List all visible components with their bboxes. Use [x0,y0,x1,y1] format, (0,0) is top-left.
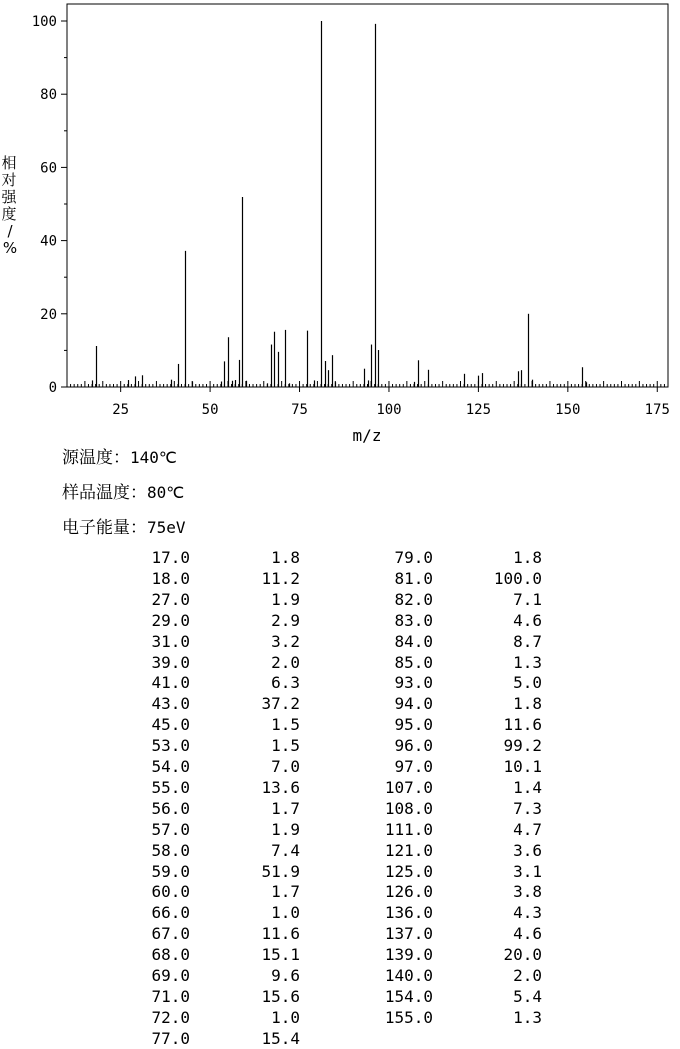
y-tick-label: 20 [40,306,57,323]
peak-intensity: 51.9 [261,861,300,881]
peak-mz: 57.0 [151,819,190,839]
x-axis-label: m/z [352,426,382,445]
peak-intensity: 1.7 [271,798,300,818]
source-temperature-label: 源温度： [62,448,130,468]
peak-intensity: 99.2 [503,736,542,756]
peak-intensity: 15.6 [261,986,300,1006]
peak-mz: 82.0 [394,589,433,609]
y-tick-label: 100 [31,14,57,30]
peak-intensity: 6.3 [271,673,300,693]
peak-mz: 27.0 [151,589,190,609]
peak-mz: 68.0 [151,945,190,965]
peak-mz: 69.0 [151,966,190,985]
peak-mz: 60.0 [151,882,190,902]
peak-mz: 66.0 [151,903,190,923]
peak-mz: 17.0 [151,548,190,567]
y-tick-label: 0 [48,380,57,396]
spectrum-bars [93,21,587,387]
peak-intensity: 1.0 [271,1007,300,1027]
peak-intensity: 4.7 [513,819,542,839]
peak-intensity: 1.3 [513,652,542,672]
peak-intensity: 1.8 [513,694,542,714]
peak-mz: 83.0 [394,610,433,630]
peak-mz: 107.0 [384,777,433,797]
peak-intensity: 1.8 [271,548,300,567]
x-axis-ticks [112,387,670,418]
peak-intensity: 7.3 [513,798,542,818]
source-temperature-value: 140℃ [130,448,177,467]
peak-mz: 125.0 [384,861,433,881]
peak-intensity: 11.2 [261,568,300,588]
peak-mz: 140.0 [384,966,433,985]
peak-mz: 18.0 [151,568,190,588]
peak-intensity: 3.2 [271,631,300,651]
peak-intensity: 37.2 [261,694,300,714]
peak-mz: 84.0 [394,631,433,651]
peak-mz: 55.0 [151,777,190,797]
peak-intensity: 7.0 [271,757,300,776]
peak-intensity: 20.0 [503,945,542,965]
peak-mz: 54.0 [151,757,190,776]
mass-spectrum-chart [0,0,680,450]
x-tick-label: 125 [465,402,492,418]
x-minor-ticks [67,381,668,387]
electron-energy [62,518,186,538]
peak-intensity: 2.0 [271,652,300,672]
peak-intensity: 1.9 [271,819,300,839]
peak-mz: 121.0 [384,840,433,860]
peak-intensity: 1.0 [271,903,300,923]
peak-mz: 94.0 [394,694,433,714]
peak-intensity: 15.1 [261,945,300,965]
sample-temperature-value: 80℃ [147,483,185,502]
peak-intensity: 11.6 [261,924,300,944]
y-tick-label: 60 [40,160,57,177]
y-tick-label: 80 [40,87,57,104]
peak-intensity: 5.0 [513,673,542,693]
peak-intensity: 9.6 [271,966,300,985]
x-tick-label: 75 [291,402,308,418]
peak-mz: 59.0 [151,861,190,881]
peak-mz: 108.0 [384,798,433,818]
peak-intensity: 2.0 [513,966,542,985]
peak-intensity: 10.1 [503,757,542,776]
peak-mz: 81.0 [394,568,433,588]
peak-intensity: 8.7 [513,631,542,651]
peak-mz: 43.0 [151,694,190,714]
peak-mz: 126.0 [384,882,433,902]
peak-mz: 137.0 [384,924,433,944]
peak-intensity: 4.6 [513,924,542,944]
sample-temperature [62,483,184,503]
peak-intensity: 1.5 [271,736,300,756]
x-tick-label: 100 [376,402,402,418]
peak-intensity: 1.8 [513,548,542,567]
peak-intensity: 2.9 [271,610,300,630]
peak-mz: 96.0 [394,736,433,756]
peak-mz: 93.0 [394,673,433,693]
x-tick-label: 175 [644,402,670,418]
peak-intensity: 1.9 [271,589,300,609]
peak-mz: 45.0 [151,715,190,735]
x-tick-label: 25 [112,402,130,418]
peak-mz: 79.0 [394,548,433,567]
x-tick-label: 150 [555,402,581,418]
peak-mz: 77.0 [151,1028,190,1048]
peak-mz: 155.0 [384,1007,433,1027]
peak-intensity: 4.6 [513,610,542,630]
plot-frame [67,4,668,387]
peak-intensity: 3.1 [513,861,542,881]
peak-mz: 85.0 [394,652,433,672]
peak-intensity: 1.4 [513,777,542,797]
electron-energy-value: 75eV [147,518,186,537]
peak-intensity: 7.1 [513,589,542,609]
electron-energy-label: 电子能量： [62,518,147,538]
peak-mz: 41.0 [151,673,190,693]
peak-mz: 71.0 [151,986,190,1006]
peak-intensity: 15.4 [261,1028,300,1048]
peak-intensity: 3.8 [513,882,542,902]
peak-mz: 72.0 [151,1007,190,1027]
peak-intensity: 5.4 [513,986,542,1006]
y-tick-label: 40 [40,233,57,250]
x-tick-label: 50 [201,402,219,418]
peak-intensity: 100.0 [493,568,542,588]
peak-intensity: 11.6 [503,715,542,735]
peak-mz: 58.0 [151,840,190,860]
peak-intensity: 1.5 [271,715,300,735]
y-axis-label: 相对强度/ % [1,154,18,257]
peak-mz: 53.0 [151,736,190,756]
peak-mz: 154.0 [384,986,433,1006]
peak-mz: 111.0 [384,819,433,839]
sample-temperature-label: 样品温度： [62,483,147,503]
peak-intensity: 1.7 [271,882,300,902]
peak-mz: 139.0 [384,945,433,965]
peak-intensity: 3.6 [513,840,542,860]
peak-intensity: 13.6 [261,777,300,797]
y-axis-ticks [32,14,67,396]
peak-mz: 97.0 [394,757,433,776]
peak-mz: 56.0 [151,798,190,818]
peak-intensity: 4.3 [513,903,542,923]
peak-intensity: 7.4 [271,840,300,860]
peak-mz: 136.0 [384,903,433,923]
peak-mz: 95.0 [394,715,433,735]
peak-mz: 39.0 [151,652,190,672]
source-temperature [62,448,177,468]
peak-intensity: 1.3 [513,1007,542,1027]
peak-mz: 67.0 [151,924,190,944]
peak-mz: 31.0 [151,631,190,651]
peak-mz: 29.0 [151,610,190,630]
